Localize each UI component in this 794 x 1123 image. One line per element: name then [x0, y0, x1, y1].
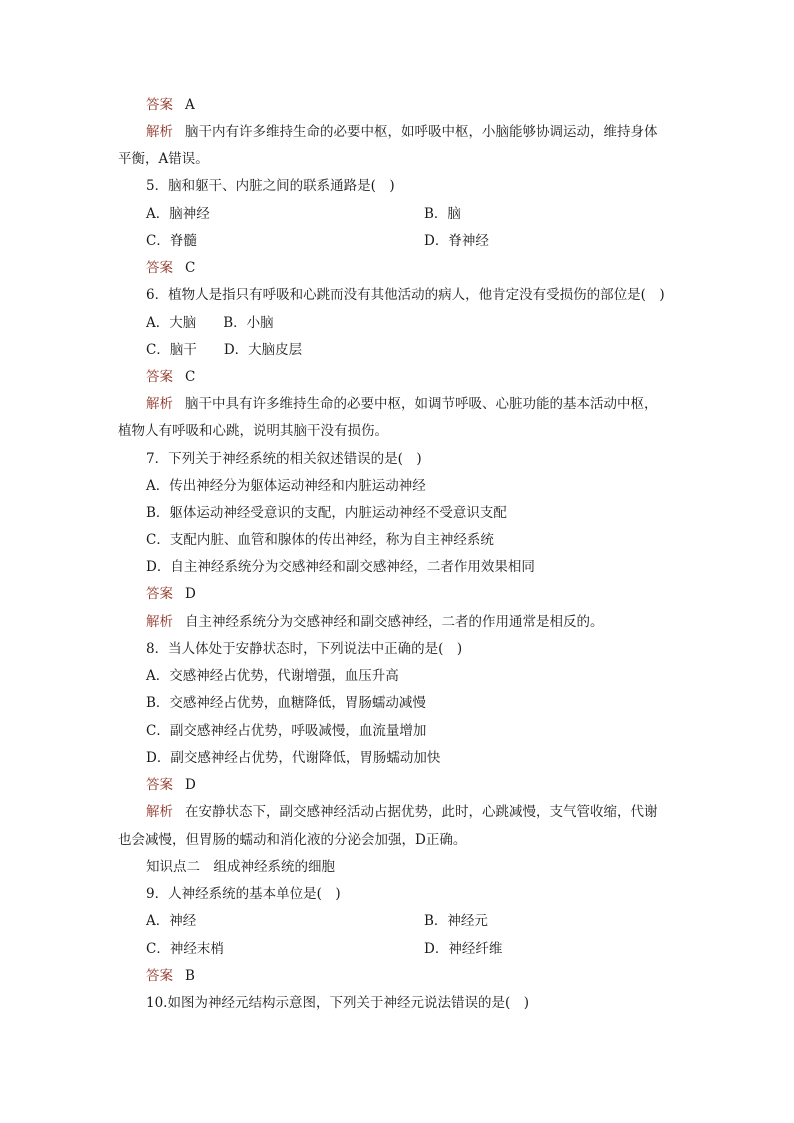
question-8-stem: 8．当人体处于安静状态时，下列说法中正确的是( )	[146, 641, 463, 657]
answer-label: 答案	[146, 97, 173, 113]
q8-answer-line	[146, 776, 196, 794]
q8-option-a: A．交感神经占优势，代谢增强，血压升高	[146, 668, 399, 684]
answer-label: 答案	[146, 968, 173, 984]
q8-explanation-cont: 也会减慢，但胃肠的蠕动和消化液的分泌会加强，D正确。	[118, 832, 467, 848]
question-7-stem: 7．下列关于神经系统的相关叙述错误的是( )	[146, 451, 422, 467]
q9-option-d: D．神经纤维	[424, 941, 503, 957]
answer-label: 答案	[146, 586, 173, 602]
q5-option-a: A．脑神经	[146, 206, 210, 222]
q7-option-c: C．支配内脏、血管和腺体的传出神经，称为自主神经系统	[146, 532, 494, 548]
explanation-text: 在安静状态下，副交感神经活动占据优势，此时，心跳减慢，支气管收缩，代谢	[185, 804, 658, 820]
explanation-label: 解析	[146, 804, 173, 820]
q8-explanation-line	[146, 803, 658, 821]
answer-line	[146, 96, 195, 114]
q9-option-b: B．神经元	[424, 913, 488, 929]
answer-label: 答案	[146, 777, 173, 793]
q6-options-ab: A．大脑 B．小脑	[146, 315, 274, 331]
q7-option-a: A．传出神经分为躯体运动神经和内脏运动神经	[146, 478, 426, 494]
explanation-text-cont: 平衡，A错误。	[118, 151, 209, 167]
q7-option-d: D．自主神经系统分为交感神经和副交感神经，二者作用效果相同	[146, 559, 535, 575]
explanation-text: 脑干内有许多维持生命的必要中枢，如呼吸中枢，小脑能够协调运动，维持身体	[185, 124, 658, 140]
question-5-stem: 5．脑和躯干、内脏之间的联系通路是( )	[146, 178, 395, 194]
q9-option-c: C．神经末梢	[146, 941, 224, 957]
q6-answer-line	[146, 368, 195, 386]
q5-option-c: C．脊髓	[146, 233, 197, 249]
answer-value: B	[185, 968, 195, 984]
explanation-text: 脑干中具有许多维持生命的必要中枢，如调节呼吸、心脏功能的基本活动中枢，	[185, 396, 658, 412]
answer-label: 答案	[146, 260, 173, 276]
explanation-text: 自主神经系统分为交感神经和副交感神经，二者的作用通常是相反的。	[185, 614, 604, 630]
q9-answer-line	[146, 967, 195, 985]
explanation-label: 解析	[146, 124, 173, 140]
answer-value: D	[185, 777, 196, 793]
q6-explanation-cont: 植物人有呼吸和心跳，说明其脑干没有损伤。	[118, 423, 388, 439]
q5-option-b: B．脑	[424, 206, 461, 222]
q7-option-b: B．躯体运动神经受意识的支配，内脏运动神经不受意识支配	[146, 505, 507, 521]
answer-value: A	[185, 97, 195, 113]
question-6-stem: 6．植物人是指只有呼吸和心跳而没有其他活动的病人，他肯定没有受损伤的部位是( )	[146, 287, 665, 303]
q5-answer-line	[146, 259, 195, 277]
q6-options-cd: C．脑干 D．大脑皮层	[146, 342, 303, 358]
explanation-label: 解析	[146, 396, 173, 412]
q8-option-c: C．副交感神经占优势，呼吸减慢，血流量增加	[146, 723, 427, 739]
answer-value: C	[185, 369, 196, 385]
question-10-stem: 10.如图为神经元结构示意图，下列关于神经元说法错误的是( )	[146, 995, 530, 1011]
q8-option-d: D．副交感神经占优势，代谢降低，胃肠蠕动加快	[146, 750, 441, 766]
q7-explanation-line	[146, 613, 604, 631]
question-9-stem: 9．人神经系统的基本单位是( )	[146, 886, 341, 902]
q6-explanation-line	[146, 395, 658, 413]
explanation-label: 解析	[146, 614, 173, 630]
answer-value: D	[185, 586, 196, 602]
q9-option-a: A．神经	[146, 913, 197, 929]
q7-answer-line	[146, 585, 196, 603]
section-heading: 知识点二 组成神经系统的细胞	[146, 859, 335, 875]
explanation-line	[146, 123, 658, 141]
q8-option-b: B．交感神经占优势，血糖降低，胃肠蠕动减慢	[146, 695, 426, 711]
answer-label: 答案	[146, 369, 173, 385]
answer-value: C	[185, 260, 196, 276]
q5-option-d: D．脊神经	[424, 233, 489, 249]
